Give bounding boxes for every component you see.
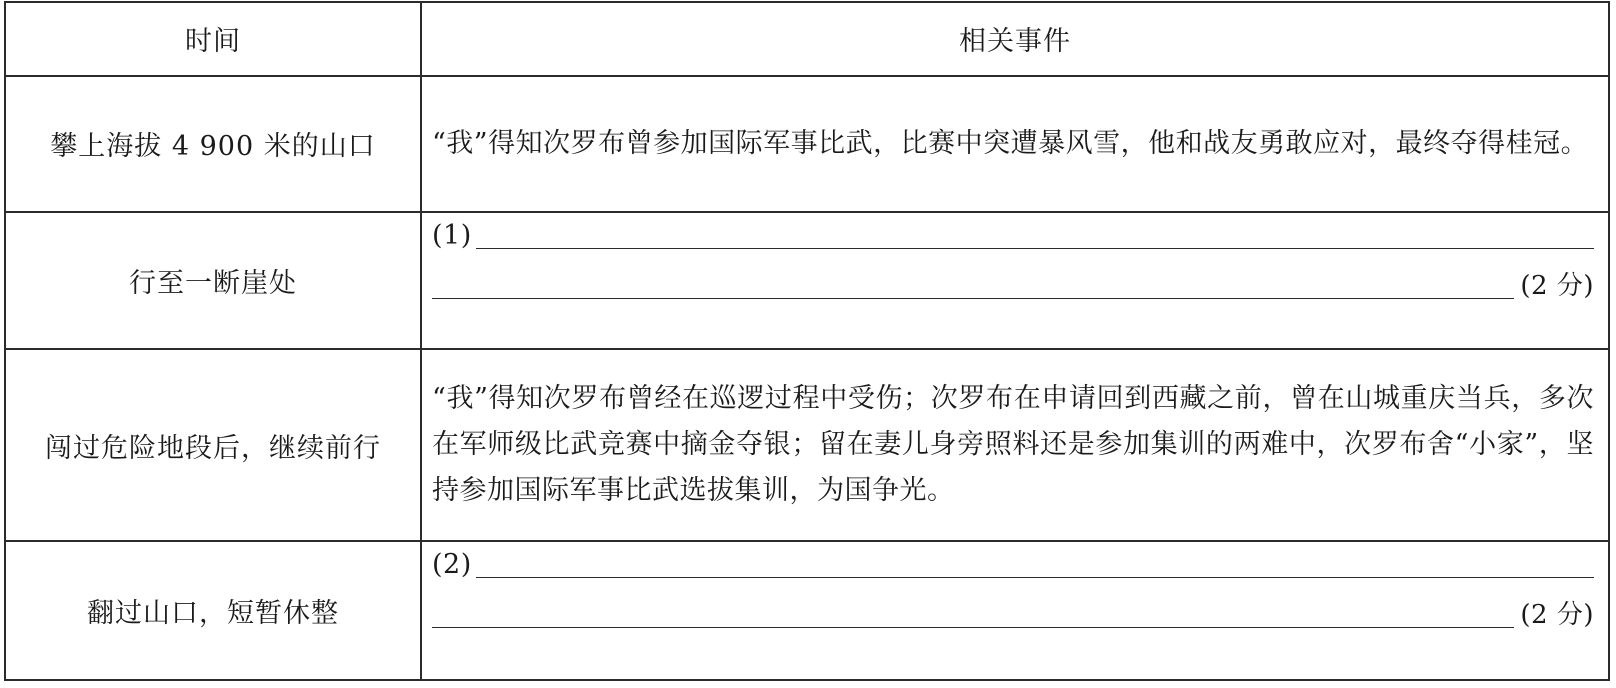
header-event: 相关事件 bbox=[421, 2, 1609, 76]
header-time: 时间 bbox=[5, 2, 421, 76]
events-table bbox=[4, 1, 1610, 681]
answer-line[interactable] bbox=[476, 248, 1594, 249]
row-time: 行至一断崖处 bbox=[5, 212, 421, 349]
table-row bbox=[5, 541, 1609, 680]
table-row bbox=[5, 212, 1609, 349]
row-time: 闯过危险地段后，继续前行 bbox=[5, 349, 421, 541]
row-time: 翻过山口，短暂休整 bbox=[5, 541, 421, 680]
blank-number: (1) bbox=[432, 220, 472, 252]
table-header-row bbox=[5, 2, 1609, 76]
answer-blank-cell bbox=[421, 541, 1609, 680]
row-event: “我”得知次罗布曾经在巡逻过程中受伤；次罗布在申请回到西藏之前，曾在山城重庆当兵，多次在军师级比武竞赛中摘金夺银；留在妻儿身旁照料还是参加集训的两难中，次罗布舍“小家”，坚持参加国际军事比武选拔集训，为国争光。 bbox=[421, 349, 1609, 541]
blank-number: (2) bbox=[432, 549, 472, 581]
answer-line[interactable] bbox=[432, 298, 1514, 299]
answer-blank-cell bbox=[421, 212, 1609, 349]
row-event: “我”得知次罗布曾参加国际军事比武，比赛中突遭暴风雪，他和战友勇敢应对，最终夺得桂冠。 bbox=[421, 76, 1609, 213]
table-row bbox=[5, 349, 1609, 541]
answer-line[interactable] bbox=[432, 627, 1514, 628]
score-label: (2 分) bbox=[1520, 600, 1594, 631]
row-time: 攀上海拔 4 900 米的山口 bbox=[5, 76, 421, 213]
answer-line[interactable] bbox=[476, 577, 1594, 578]
table-row bbox=[5, 76, 1609, 213]
score-label: (2 分) bbox=[1520, 271, 1594, 302]
